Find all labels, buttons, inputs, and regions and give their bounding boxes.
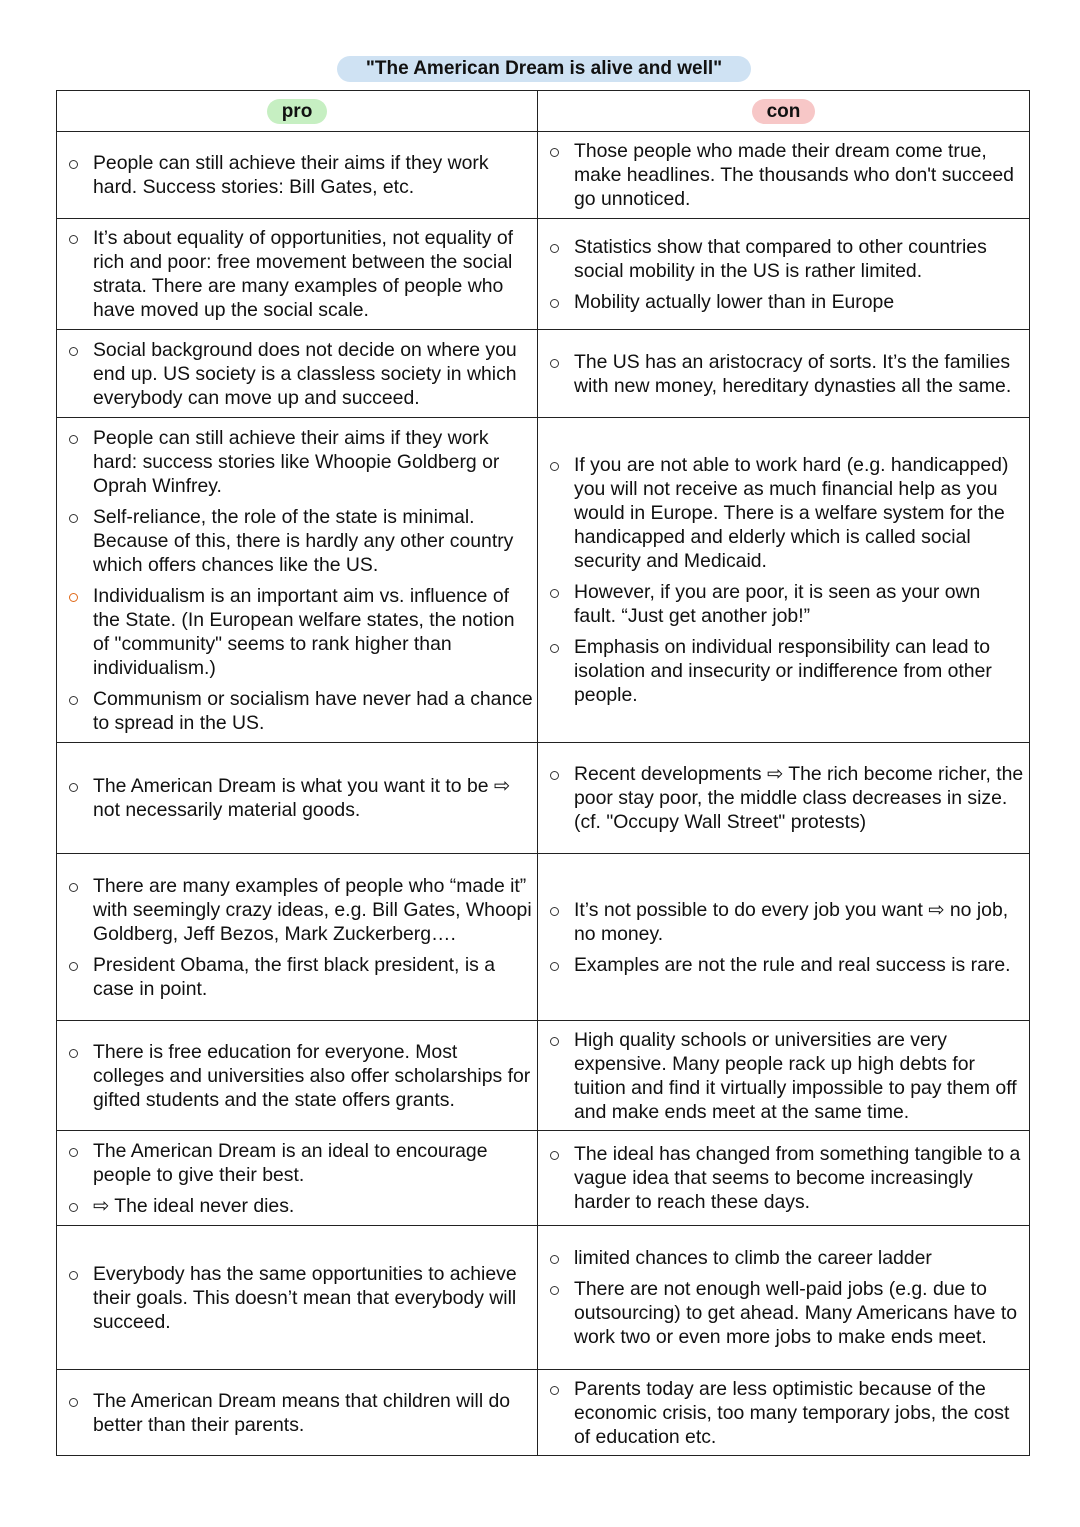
con-bullet: Examples are not the rule and real success is rare. <box>538 953 1025 977</box>
pro-cell <box>57 418 538 743</box>
con-cell <box>538 219 1030 330</box>
pro-cell <box>57 1131 538 1226</box>
pro-bullet: People can still achieve their aims if they work hard: success stories like Whoopie Goldberg or Oprah Winfrey. <box>57 426 533 498</box>
pro-cell <box>57 1370 538 1456</box>
pro-header-cell <box>57 91 538 132</box>
pro-cell <box>57 1226 538 1370</box>
con-bullet: Mobility actually lower than in Europe <box>538 290 1025 314</box>
con-cell <box>538 132 1030 219</box>
con-bullet: If you are not able to work hard (e.g. handicapped) you will not receive as much financial help as you would in Europe. There is a welfare system for the handicapped and elderly which is called social security and Medicaid. <box>538 453 1025 573</box>
pro-bullet: It’s about equality of opportunities, not equality of rich and poor: free movement between the social strata. There are many examples of people who have moved up the social scale. <box>57 226 533 322</box>
pro-cell <box>57 132 538 219</box>
pro-header: pro <box>267 99 328 124</box>
pro-bullet: Social background does not decide on where you end up. US society is a classless society in which everybody can move up and succeed. <box>57 338 533 410</box>
con-cell <box>538 1021 1030 1131</box>
pro-bullet: Everybody has the same opportunities to achieve their goals. This doesn’t mean that everybody will succeed. <box>57 1262 533 1334</box>
pro-cell <box>57 854 538 1021</box>
con-cell <box>538 1131 1030 1226</box>
con-cell <box>538 743 1030 854</box>
pro-cell <box>57 330 538 418</box>
table-row <box>57 1226 1030 1370</box>
con-bullet: High quality schools or universities are very expensive. Many people rack up high debts for tuition and find it virtually impossible to pay them off and make ends meet at the same time. <box>538 1028 1025 1124</box>
con-cell <box>538 854 1030 1021</box>
con-bullet: There are not enough well-paid jobs (e.g. due to outsourcing) to get ahead. Many Americans have to work two or even more jobs to make ends meet. <box>538 1277 1025 1349</box>
pro-bullet: People can still achieve their aims if they work hard. Success stories: Bill Gates, etc. <box>57 151 533 199</box>
con-cell <box>538 1226 1030 1370</box>
con-cell <box>538 418 1030 743</box>
pro-bullet: There is free education for everyone. Most colleges and universities also offer scholarships for gifted students and the state offers grants. <box>57 1040 533 1112</box>
pro-bullet: There are many examples of people who “made it” with seemingly crazy ideas, e.g. Bill Gates, Whoopi Goldberg, Jeff Bezos, Mark Zuckerberg…. <box>57 874 533 946</box>
header-row <box>57 91 1030 132</box>
table-row <box>57 330 1030 418</box>
pro-con-table <box>56 90 1030 1456</box>
con-bullet: Statistics show that compared to other countries social mobility in the US is rather limited. <box>538 235 1025 283</box>
pro-bullet: Self-reliance, the role of the state is minimal. Because of this, there is hardly any other country which offers chances like the US. <box>57 505 533 577</box>
pro-bullet: Individualism is an important aim vs. influence of the State. (In European welfare states, the notion of "community" seems to rank higher than individualism.) <box>57 584 533 680</box>
con-bullet: It’s not possible to do every job you want ⇨ no job, no money. <box>538 898 1025 946</box>
pro-bullet: The American Dream is an ideal to encourage people to give their best. <box>57 1139 533 1187</box>
con-bullet: Those people who made their dream come true, make headlines. The thousands who don't succeed go unnoticed. <box>538 139 1025 211</box>
table-row <box>57 1131 1030 1226</box>
table-row <box>57 132 1030 219</box>
table-row <box>57 418 1030 743</box>
table-row <box>57 1370 1030 1456</box>
con-header: con <box>752 99 816 124</box>
pro-bullet: President Obama, the first black president, is a case in point. <box>57 953 533 1001</box>
con-header-cell <box>538 91 1030 132</box>
pro-cell <box>57 219 538 330</box>
con-bullet: Recent developments ⇨ The rich become richer, the poor stay poor, the middle class decreases in size. (cf. "Occupy Wall Street" protests) <box>538 762 1025 834</box>
con-bullet: However, if you are poor, it is seen as your own fault. “Just get another job!” <box>538 580 1025 628</box>
table-row <box>57 219 1030 330</box>
con-bullet: The ideal has changed from something tangible to a vague idea that seems to become increasingly harder to reach these days. <box>538 1142 1025 1214</box>
pro-cell <box>57 1021 538 1131</box>
pro-bullet: The American Dream means that children will do better than their parents. <box>57 1389 533 1437</box>
table-row <box>57 743 1030 854</box>
table-row <box>57 1021 1030 1131</box>
con-cell <box>538 1370 1030 1456</box>
con-cell <box>538 330 1030 418</box>
con-bullet: limited chances to climb the career ladder <box>538 1246 1025 1270</box>
con-bullet: The US has an aristocracy of sorts. It’s the families with new money, hereditary dynasties all the same. <box>538 350 1025 398</box>
pro-cell <box>57 743 538 854</box>
page-title: "The American Dream is alive and well" <box>337 56 751 82</box>
pro-bullet: The American Dream is what you want it to be ⇨ not necessarily material goods. <box>57 774 533 822</box>
pro-bullet: Communism or socialism have never had a chance to spread in the US. <box>57 687 533 735</box>
con-bullet: Parents today are less optimistic because of the economic crisis, too many temporary jobs, the cost of education etc. <box>538 1377 1025 1449</box>
pro-bullet: ⇨ The ideal never dies. <box>57 1194 533 1218</box>
table-row <box>57 854 1030 1021</box>
con-bullet: Emphasis on individual responsibility can lead to isolation and insecurity or indifference from other people. <box>538 635 1025 707</box>
